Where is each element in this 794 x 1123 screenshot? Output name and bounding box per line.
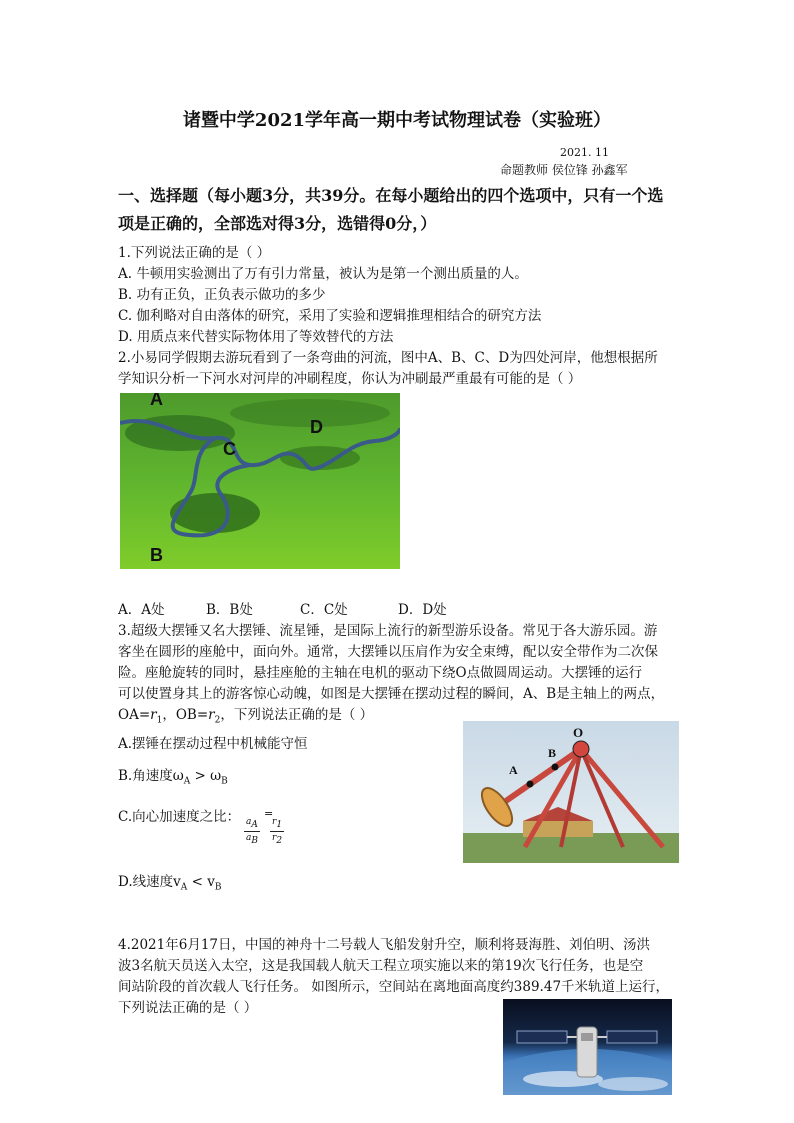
q1-option-a: A. 牛顿用实验测出了万有引力常量，被认为是第一个测出质量的人。 xyxy=(118,266,528,282)
q2-option-d: D．D处 xyxy=(398,602,447,618)
q3-ab-sub: B xyxy=(251,835,258,846)
q3-option-b-text: B.角速度 xyxy=(118,768,173,784)
river-label-b: B xyxy=(150,545,163,565)
q1-option-b: B. 功有正负，正负表示做功的多少 xyxy=(118,287,326,303)
q3-ab: a xyxy=(245,832,252,843)
q3-equals-sign: = xyxy=(264,807,274,820)
q2-option-a: A．A处 xyxy=(118,602,165,618)
q3-accel-ratio-fraction xyxy=(244,816,260,847)
river-photo xyxy=(120,393,400,569)
q3-option-d xyxy=(118,870,221,893)
space-station-image xyxy=(503,999,672,1095)
q3-ob-label: ，OB= xyxy=(162,707,209,723)
pendulum-ride-photo xyxy=(463,721,679,863)
q3-gt-sign: > xyxy=(190,768,211,784)
q2-option-c: C．C处 xyxy=(300,602,348,618)
ride-label-a: A xyxy=(509,763,518,777)
q3-rnum-sub: 1 xyxy=(276,819,283,830)
exam-title: 诸暨中学2021学年高一期中考试物理试卷（实验班） xyxy=(182,110,612,131)
q3-option-d-text: D.线速度 xyxy=(118,874,174,890)
q3-rden-sub: 2 xyxy=(276,835,283,846)
pendulum-ride-image xyxy=(463,721,679,863)
river-label-c: C xyxy=(223,439,236,459)
space-station-photo xyxy=(503,999,672,1095)
river-label-a: A xyxy=(150,393,163,409)
q3-stem-line4: 可以使置身其上的游客惊心动魄，如图是大摆锤在摆动过程的瞬间，A、B是主轴上的两点， xyxy=(118,686,665,702)
q3-aa: a xyxy=(246,817,252,827)
q3-option-c xyxy=(118,805,240,825)
q4-stem-line3: 间站阶段的首次载人飞行任务。 如图所示，空间站在离地面高度约389.47千米轨道上运行， xyxy=(118,979,670,995)
q1-option-d: D. 用质点来代替实际物体用了等效替代的方法 xyxy=(118,329,394,345)
q3-r1: r xyxy=(150,707,157,723)
river-label-d: D xyxy=(310,417,323,437)
q3-stem-line3: 险。座舱旋转的同时，悬挂座舱的主轴在电机的驱动下绕O点做圆周运动。大摆锤的运行 xyxy=(118,665,643,681)
q4-stem-line2: 波3名航天员送入太空，这是我国载人航天工程立项实施以来的第19次飞行任务，也是空 xyxy=(118,958,644,974)
q3-r1-sub: 1 xyxy=(156,715,163,726)
q3-option-b xyxy=(118,764,228,787)
section-heading-line1: 一、选择题（每小题3分，共39分。在每小题给出的四个选项中，只有一个选 xyxy=(118,186,664,205)
q2-option-b: B．B处 xyxy=(206,602,253,618)
q3-vb: v xyxy=(207,874,215,890)
q3-r2-sub: 2 xyxy=(214,715,221,726)
q4-stem-line1: 4.2021年6月17日，中国的神舟十二号载人飞船发射升空，顺利将聂海胜、刘伯明、汤洪 xyxy=(118,937,651,953)
ride-label-b: B xyxy=(548,746,557,760)
exam-teachers: 命题教师 侯位锋 孙鑫军 xyxy=(500,163,628,177)
q1-option-c: C. 伽利略对自由落体的研究，采用了实验和逻辑推理相结合的研究方法 xyxy=(118,308,542,324)
q3-vb-sub: B xyxy=(214,882,222,893)
q3-omega-a: ω xyxy=(172,768,184,784)
q3-va-sub: A xyxy=(180,882,188,893)
q2-stem-line2: 学知识分析一下河水对河岸的冲刷程度，你认为冲刷最严重最有可能的是（ ） xyxy=(118,371,582,387)
q3-radius-ratio-fraction xyxy=(270,816,284,847)
q3-oa-label: OA= xyxy=(118,707,151,723)
exam-date: 2021. 11 xyxy=(560,146,609,159)
q2-stem-line1: 2.小易同学假期去游玩看到了一条弯曲的河流，图中A、B、C、D为四处河岸，他想根据所 xyxy=(118,350,658,366)
q4-stem-line4: 下列说法正确的是（ ） xyxy=(118,1000,258,1016)
section-heading-line2: 项是正确的，全部选对得3分，选错得0分，） xyxy=(118,214,437,233)
q3-omega-b-sub: B xyxy=(221,776,228,787)
q1-stem: 1.下列说法正确的是（ ） xyxy=(118,245,271,261)
q3-aa-sub: A xyxy=(251,819,258,830)
q3-omega-a-sub: A xyxy=(183,776,191,787)
ride-label-o: O xyxy=(573,725,584,740)
q3-stem-tail: ，下列说法正确的是（ ） xyxy=(220,707,374,723)
q3-omega-b: ω xyxy=(210,768,222,784)
q3-stem-line2: 客坐在圆形的座舱中，面向外。通常，大摆锤以压肩作为安全束缚，配以安全带作为二次保 xyxy=(118,644,658,660)
q3-option-c-text: C.向心加速度之比： xyxy=(118,809,241,825)
q3-stem-line1: 3.超级大摆锤又名大摆锤、流星锤，是国际上流行的新型游乐设备。常见于各大游乐园。游 xyxy=(118,623,658,639)
q3-rnum: r xyxy=(272,817,277,827)
q3-va: v xyxy=(173,874,181,890)
q3-lt-sign: < xyxy=(187,874,208,890)
q3-option-a: A.摆锤在摆动过程中机械能守恒 xyxy=(118,736,308,752)
q3-rden: r xyxy=(272,832,277,843)
q3-r2: r xyxy=(208,707,215,723)
river-meander-image xyxy=(120,393,400,569)
